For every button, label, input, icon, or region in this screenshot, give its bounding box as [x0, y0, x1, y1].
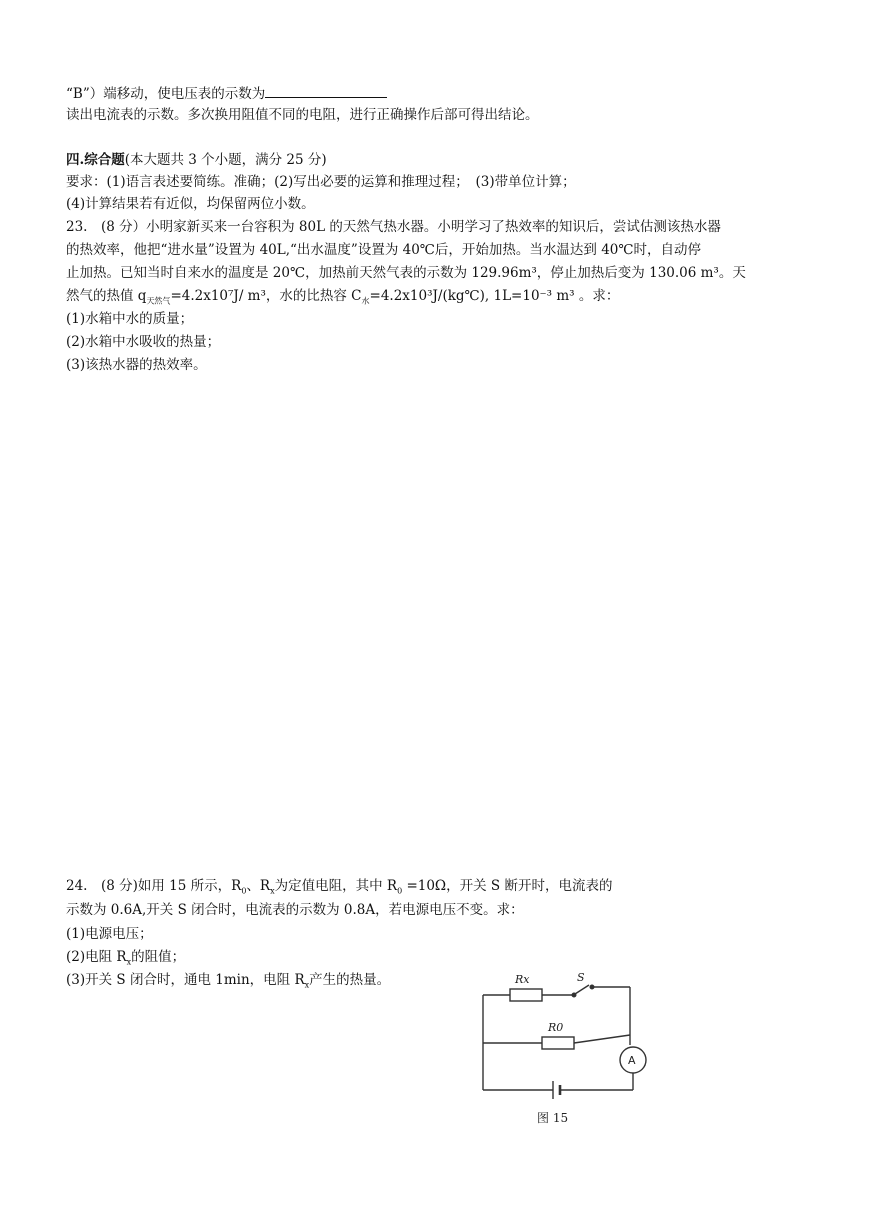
- q23-line-2: 的热效率，他把“进水量”设置为 40L,“出水温度”设置为 40℃后，开始加热。当水温达到 40℃时，自动停: [66, 242, 701, 258]
- section-heading: [66, 150, 327, 170]
- q23-line-3: 止加热。已知当时自来水的温度是 20℃，加热前天然气表的示数为 129.96m³，停止加热后变为 130.06 m³。天: [66, 265, 746, 281]
- q23-part-2: (2)水箱中水吸收的热量；: [66, 334, 221, 350]
- label-rx: Rx: [515, 973, 530, 986]
- q22-line-2: 读出电流表的示数。多次换用阻值不同的电阻，进行正确操作后部可得出结论。: [66, 107, 539, 123]
- circuit-diagram: [465, 965, 670, 1130]
- q23-part-3: (3)该热水器的热效率。: [66, 357, 207, 373]
- switch-s: [575, 985, 589, 994]
- section-title: 四.综合题: [66, 152, 125, 168]
- requirements-line-2: (4)计算结果若有近似，均保留两位小数。: [66, 196, 315, 212]
- q23-line-4: 然气的热值 $q_{天然气}=4.2x10^7J/$ m³，水的比热容 $C_水=4.2x10^3J/(kg℃)$, 1L=10⁻³ m³ 。求：: [66, 288, 620, 306]
- q24-part-3: (3)开关 S 闭合时，通电 1min，电阻 $R_x$产生的热量。: [66, 972, 391, 990]
- q22-line-1: “B”）端移动，使电压表的示数为: [66, 83, 387, 104]
- figure-caption: 图 15: [537, 1111, 569, 1125]
- label-r0: R0: [548, 1021, 564, 1034]
- label-ammeter: A: [628, 1054, 636, 1067]
- requirements-line-1: 要求：(1)语言表述要简练。准确；(2)写出必要的运算和推理过程； (3)带单位计算；: [66, 174, 576, 190]
- q24-line-1: 24. (8 分)如用 15 所示，$R_0$、$R_x$为定值电阻，其中 $R_0 =10\Omega$，开关 S 断开时，电流表的: [66, 878, 613, 896]
- label-s: S: [577, 971, 585, 984]
- q23-line-1: 23. (8 分）小明家新买来一台容积为 80L 的天然气热水器。小明学习了热效率的知识后，尝试估测该热水器: [66, 219, 721, 235]
- q24-part-1: (1)电源电压；: [66, 926, 153, 942]
- resistor-rx: [510, 989, 542, 1001]
- q24-line-2: 示数为 0.6A,开关 S 闭合时，电流表的示数为 0.8A，若电源电压不变。求：: [66, 902, 524, 918]
- q23-part-1: (1)水箱中水的质量；: [66, 311, 194, 327]
- section-desc: (本大题共 3 个小题，满分 25 分): [124, 152, 327, 168]
- resistor-r0: [542, 1037, 574, 1049]
- q24-part-2: (2)电阻 $R_x$的阻值；: [66, 949, 186, 967]
- answer-blank[interactable]: [265, 83, 387, 98]
